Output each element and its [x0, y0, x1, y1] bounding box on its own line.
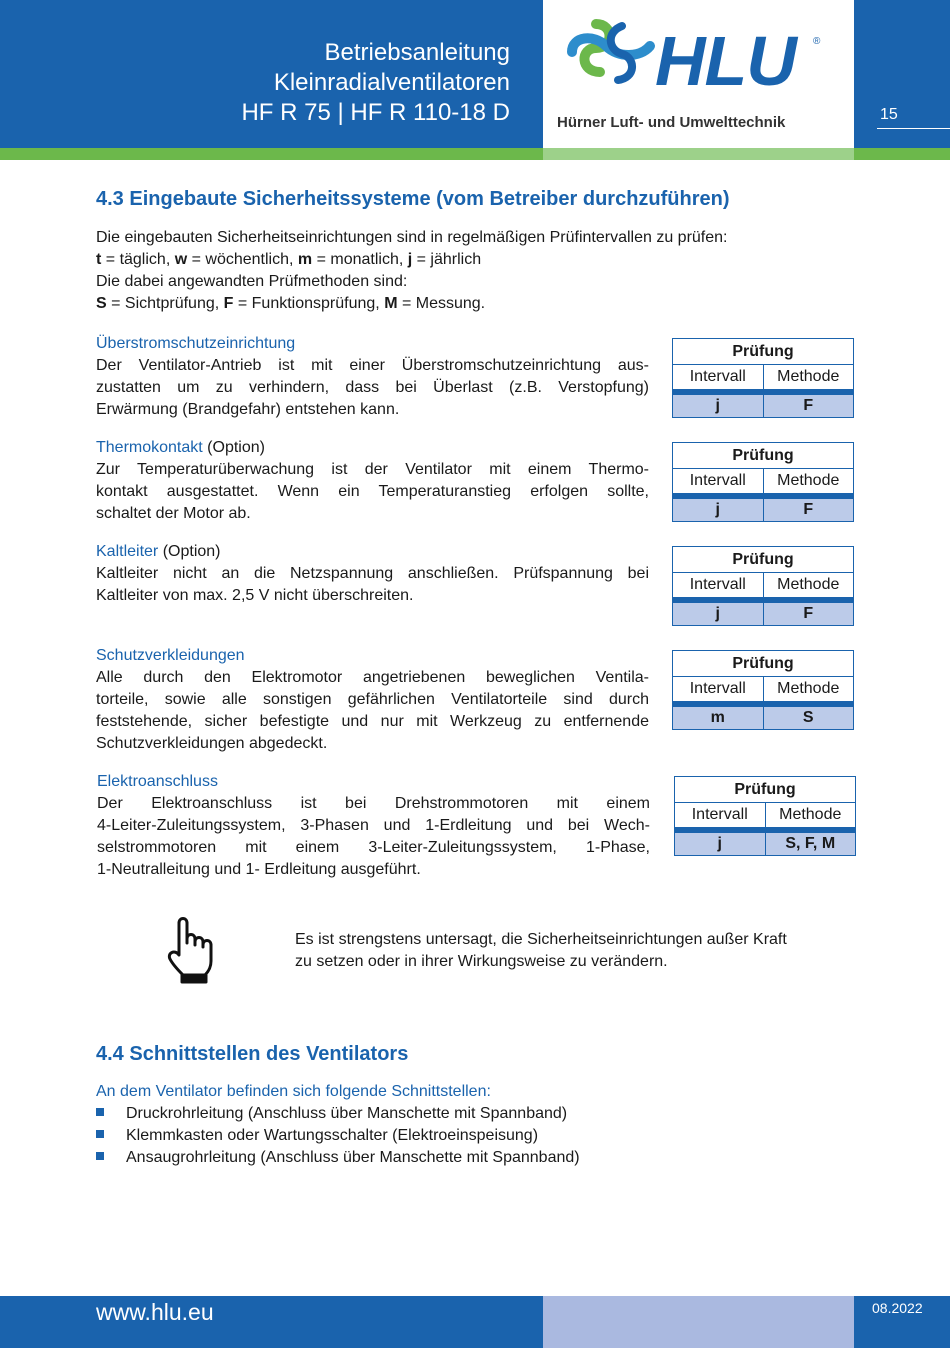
title-line-3: HF R 75 | HF R 110-18 D — [241, 99, 510, 126]
table-header: Prüfung — [673, 547, 853, 573]
pruefung-table — [672, 546, 854, 626]
bullet-icon — [96, 1152, 104, 1160]
intro-line: Die dabei angewandten Prüfmethoden sind: — [96, 273, 408, 290]
col-interval: Intervall — [673, 469, 764, 493]
item-text-line: Der Elektroanschluss ist bei Drehstrommotoren mit einem — [97, 795, 650, 812]
document-title — [241, 38, 510, 128]
safety-item-ptc: Kaltleiter (Option) Kaltleiter nicht an die Netzspannung anschließen. Prüfspannung bei Kaltleiter von max. 2,5 V nicht überschreiten. — [96, 541, 649, 607]
title-line-1: Betriebsanleitung — [324, 39, 510, 66]
item-text-line: torteile, sowie alle sonstigen gefährlichen Ventilatorteile sind durch — [96, 691, 649, 708]
item-text-line: 4-Leiter-Zuleitungssystem, 3-Phasen und 1-Erdleitung und bei Wech- — [97, 817, 650, 834]
bullet-icon — [96, 1108, 104, 1116]
method-value: F — [803, 501, 814, 518]
list-item: Klemmkasten oder Wartungsschalter (Elektroeinspeisung) — [96, 1125, 538, 1147]
section-4-4-intro: An dem Ventilator befinden sich folgende Schnittstellen: — [96, 1083, 491, 1100]
page-number: 15 — [880, 106, 898, 123]
item-text-line: Der Ventilator-Antrieb ist mit einer Überstromschutzeinrichtung aus- — [96, 357, 649, 374]
interval-value: j — [673, 395, 764, 417]
list-item: Ansaugrohrleitung (Anschluss über Manschette mit Spannband) — [96, 1147, 580, 1169]
col-interval: Intervall — [675, 803, 766, 827]
pruefung-table — [674, 776, 856, 856]
item-text-line: Alle durch den Elektromotor angetriebenen beweglichen Ventila- — [96, 669, 649, 686]
item-title: Thermokontakt — [96, 439, 203, 456]
interval-value: m — [673, 707, 764, 729]
col-interval: Intervall — [673, 573, 764, 597]
title-line-2: Kleinradialventilatoren — [273, 69, 510, 96]
table-header: Prüfung — [673, 339, 853, 365]
pointing-hand-icon — [165, 915, 221, 985]
item-text-line: schaltet der Motor ab. — [96, 505, 251, 522]
logo-wordmark: HLU — [655, 22, 796, 100]
col-interval: Intervall — [673, 365, 764, 389]
methods-legend: S = Sichtprüfung, F = Funktionsprüfung, M = Messung. — [96, 295, 486, 312]
col-method: Methode — [777, 368, 840, 385]
footer-band-light — [543, 1296, 854, 1348]
safety-item-guards — [96, 645, 649, 755]
green-stripe — [0, 148, 543, 160]
list-item: Druckrohrleitung (Anschluss über Manschette mit Spannband) — [96, 1103, 567, 1125]
item-text-line: Kaltleiter nicht an die Netzspannung anschließen. Prüfspannung bei — [96, 565, 649, 582]
page-number-rule — [877, 128, 950, 129]
section-4-3-intro — [96, 227, 728, 315]
pruefung-table — [672, 442, 854, 522]
method-value: S — [802, 709, 814, 726]
col-method: Methode — [777, 680, 840, 697]
item-text-line: zustatten um zu verhindern, dass bei Überlast (z.B. Verstopfung) — [96, 379, 649, 396]
footer-band — [0, 1296, 543, 1348]
method-value: F — [803, 605, 814, 622]
col-interval: Intervall — [673, 677, 764, 701]
warning-text: Es ist strengstens untersagt, die Sicherheitseinrichtungen außer Kraft zu setzen oder in ihrer Wirkungsweise zu verändern. — [295, 931, 787, 970]
item-title: Überstromschutzeinrichtung — [96, 335, 296, 352]
interval-value: j — [673, 499, 764, 521]
footer-date: 08.2022 — [872, 1300, 923, 1316]
green-stripe-light — [543, 148, 854, 160]
safety-item-electrical — [97, 771, 650, 881]
col-method: Methode — [779, 806, 842, 823]
item-text-line: kontakt ausgestattet. Wenn ein Temperaturanstieg erfolgen sollte, — [96, 483, 649, 500]
footer-url[interactable]: www.hlu.eu — [96, 1299, 214, 1325]
item-title: Kaltleiter — [96, 543, 159, 560]
logo-registered: ® — [813, 36, 821, 47]
item-title: Schutzverkleidungen — [96, 647, 245, 664]
hlu-logo-icon — [566, 18, 656, 86]
item-text-line: 1-Neutralleitung und 1- Erdleitung ausgeführt. — [97, 861, 421, 878]
section-4-4-heading: 4.4 Schnittstellen des Ventilators — [96, 1043, 409, 1065]
interval-value: j — [675, 833, 766, 855]
table-header: Prüfung — [675, 777, 855, 803]
safety-item-thermocontact: Thermokontakt (Option) Zur Temperaturüberwachung ist der Ventilator mit einem Thermo- kontakt ausgestattet. Wenn ein Temperaturanstieg erfolgen sollte, schaltet der Motor ab. — [96, 437, 649, 525]
item-text-line: selstrommotoren mit einem 3-Leiter-Zuleitungssystem, 1-Phase, — [97, 839, 650, 856]
green-stripe-right — [854, 148, 950, 160]
intervals-legend: t = täglich, w = wöchentlich, m = monatlich, j = jährlich — [96, 251, 482, 268]
method-value: S, F, M — [785, 835, 836, 852]
safety-item-overcurrent — [96, 333, 649, 421]
pruefung-table — [672, 338, 854, 418]
pruefung-table — [672, 650, 854, 730]
intro-line: Die eingebauten Sicherheitseinrichtungen sind in regelmäßigen Prüfintervallen zu prüfen: — [96, 229, 728, 246]
table-header: Prüfung — [673, 651, 853, 677]
header-band-right — [854, 0, 950, 148]
col-method: Methode — [777, 472, 840, 489]
item-text-line: Schutzverkleidungen abgedeckt. — [96, 735, 328, 752]
item-text-line: Erwärmung (Brandgefahr) entstehen kann. — [96, 401, 400, 418]
item-title: Elektroanschluss — [97, 773, 218, 790]
table-header: Prüfung — [673, 443, 853, 469]
method-value: F — [803, 397, 814, 414]
bullet-icon — [96, 1130, 104, 1138]
col-method: Methode — [777, 576, 840, 593]
interval-value: j — [673, 603, 764, 625]
item-text-line: Zur Temperaturüberwachung ist der Ventilator mit einem Thermo- — [96, 461, 649, 478]
item-text-line: feststehende, sicher befestigte und nur mit Werkzeug zu entfernende — [96, 713, 649, 730]
section-4-3-heading: 4.3 Eingebaute Sicherheitssysteme (vom Betreiber durchzuführen) — [96, 188, 730, 210]
item-text-line: Kaltleiter von max. 2,5 V nicht überschreiten. — [96, 587, 414, 604]
logo-subtitle: Hürner Luft- und Umwelttechnik — [557, 114, 786, 131]
